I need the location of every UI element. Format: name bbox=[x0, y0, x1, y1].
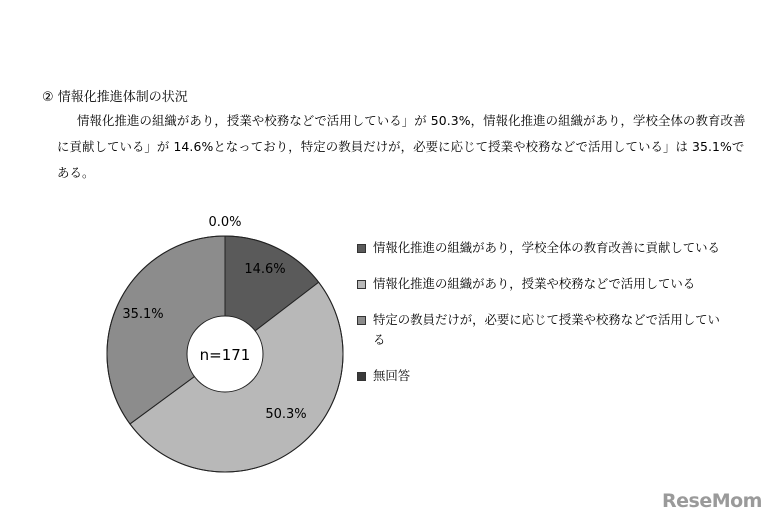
center-label: n=171 bbox=[199, 346, 251, 364]
resemom-logo: ReseMom bbox=[662, 490, 762, 512]
section-heading: ② 情報化推進体制の状況 bbox=[42, 90, 188, 105]
legend-swatch bbox=[357, 316, 366, 325]
legend-item-contribute bbox=[357, 238, 737, 258]
summary-paragraph: 情報化推進の組織があり，授業や校務などで活用している」が 50.3%，情報化推進の組織があり，学校全体の教育改善に貢献している」が 14.6%となっており，特定の教員だけが，必要に応じて授業や校務などで活用している」は 35.1%である。 bbox=[57, 113, 746, 180]
legend-label: 特定の教員だけが，必要に応じて授業や校務などで活用している bbox=[373, 312, 720, 347]
slice-label: 0.0% bbox=[208, 215, 242, 230]
legend-swatch bbox=[357, 372, 366, 381]
legend-label: 情報化推進の組織があり，学校全体の教育改善に貢献している bbox=[373, 240, 720, 255]
chart-legend bbox=[357, 238, 737, 398]
slice-label: 50.3% bbox=[265, 407, 307, 422]
legend-item-utilize bbox=[357, 274, 737, 294]
legend-label: 無回答 bbox=[373, 368, 411, 383]
legend-swatch bbox=[357, 280, 366, 289]
legend-item-specific-teachers bbox=[357, 310, 737, 350]
slice-label: 35.1% bbox=[122, 307, 164, 322]
slice-label: 14.6% bbox=[244, 262, 286, 277]
legend-item-no-answer bbox=[357, 366, 737, 386]
legend-label: 情報化推進の組織があり，授業や校務などで活用している bbox=[373, 276, 696, 291]
legend-swatch bbox=[357, 244, 366, 253]
